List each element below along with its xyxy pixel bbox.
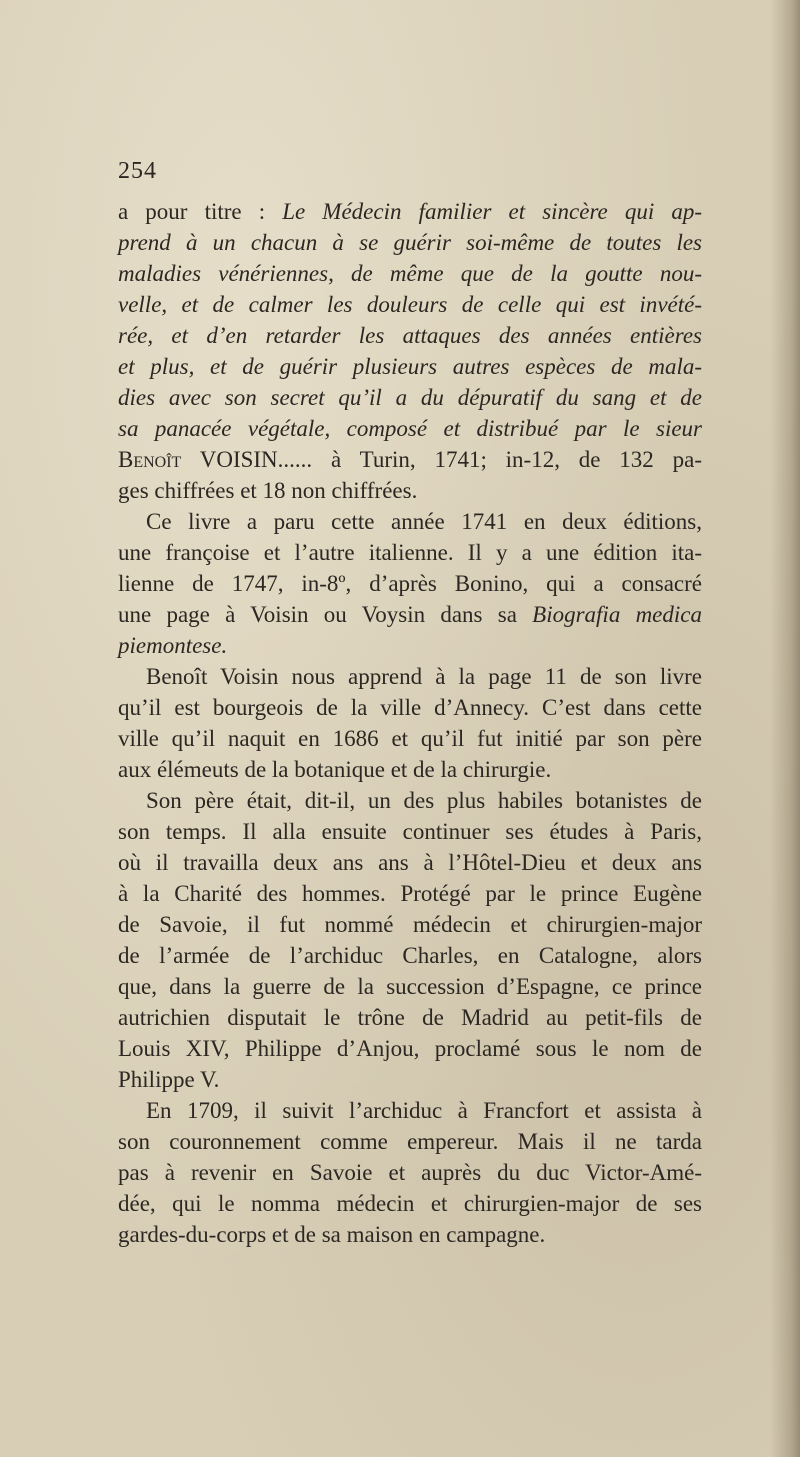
text-line <box>118 1095 702 1126</box>
body-text <box>118 196 702 1250</box>
page-edge-shadow <box>770 0 800 1457</box>
text-segment: qu’il est bourgeois de la ville d’Annecy. C’est dans cette <box>118 695 702 720</box>
text-segment: Ce livre a paru cette année 1741 en deux éditions, <box>146 509 702 534</box>
text-line <box>118 1219 702 1250</box>
text-line <box>118 599 702 630</box>
text-line <box>118 537 702 568</box>
italic-text: maladies vénériennes, de même que de la goutte nou- <box>118 261 702 286</box>
text-line <box>118 1188 702 1219</box>
text-segment: pas à revenir en Savoie et auprès du duc Victor-Amé- <box>118 1160 702 1185</box>
italic-text: Biografia medica <box>532 602 702 627</box>
text-segment: Son père était, dit-il, un des plus habiles botanistes de <box>146 788 702 813</box>
text-segment: dée, qui le nomma médecin et chirurgien-major de ses <box>118 1191 702 1216</box>
text-line <box>118 940 702 971</box>
text-segment: a pour titre : <box>118 199 283 224</box>
text-line <box>118 1157 702 1188</box>
small-caps-text: Benoît <box>118 447 182 472</box>
text-segment: son couronnement comme empereur. Mais il ne tarda <box>118 1129 702 1154</box>
text-segment: aux élémeuts de la botanique et de la chirurgie. <box>118 757 552 782</box>
text-line <box>118 816 702 847</box>
text-line <box>118 351 702 382</box>
italic-text: velle, et de calmer les douleurs de celle qui est invété- <box>118 292 702 317</box>
text-line <box>118 568 702 599</box>
text-line <box>118 723 702 754</box>
page-number: 254 <box>118 158 157 184</box>
text-line <box>118 692 702 723</box>
text-line <box>118 909 702 940</box>
text-line <box>118 1002 702 1033</box>
text-line <box>118 475 702 506</box>
text-line <box>118 320 702 351</box>
italic-text: Le Médecin familier et sincère qui ap- <box>282 199 703 224</box>
italic-text: piemontese. <box>118 633 228 658</box>
text-line <box>118 1064 702 1095</box>
italic-text: dies avec son secret qu’il a du dépuratif du sang et de <box>118 385 702 410</box>
text-segment: son temps. Il alla ensuite continuer ses études à Paris, <box>118 819 702 844</box>
italic-text: rée, et d’en retarder les attaques des années entières <box>118 323 702 348</box>
italic-text: prend à un chacun à se guérir soi-même de toutes les <box>118 230 702 255</box>
text-line <box>118 754 702 785</box>
text-line <box>118 1033 702 1064</box>
text-segment: autrichien disputait le trône de Madrid au petit-fils de <box>118 1005 702 1030</box>
text-line <box>118 196 702 227</box>
text-segment: que, dans la guerre de la succession d’Espagne, ce prince <box>118 974 702 999</box>
text-segment: Philippe V. <box>118 1067 220 1092</box>
text-line <box>118 785 702 816</box>
text-line <box>118 227 702 258</box>
text-segment: Louis XIV, Philippe d’Anjou, proclamé sous le nom de <box>118 1036 702 1061</box>
text-line <box>118 258 702 289</box>
text-segment: à la Charité des hommes. Protégé par le prince Eugène <box>118 881 702 906</box>
text-segment: de Savoie, il fut nommé médecin et chirurgien-major <box>118 912 702 937</box>
text-line <box>118 878 702 909</box>
text-line <box>118 382 702 413</box>
text-segment: une françoise et l’autre italienne. Il y a une édition ita- <box>118 540 702 565</box>
text-line <box>118 847 702 878</box>
italic-text: et plus, et de guérir plusieurs autres espèces de mala- <box>118 354 702 379</box>
text-line <box>118 971 702 1002</box>
text-segment: lienne de 1747, in-8º, d’après Bonino, qui a consacré <box>118 571 702 596</box>
text-line <box>118 661 702 692</box>
text-line <box>118 413 702 444</box>
text-segment: ges chiffrées et 18 non chiffrées. <box>118 478 418 503</box>
text-segment: une page à Voisin ou Voysin dans sa <box>118 602 533 627</box>
italic-text: sa panacée végétale, composé et distribué par le sieur <box>118 416 702 441</box>
text-segment: gardes-du-corps et de sa maison en campagne. <box>118 1222 546 1247</box>
text-segment: où il travailla deux ans ans à l’Hôtel-Dieu et deux ans <box>118 850 702 875</box>
text-segment: En 1709, il suivit l’archiduc à Francfort et assista à <box>146 1098 702 1123</box>
text-line <box>118 630 702 661</box>
text-line <box>118 444 702 475</box>
text-segment: de l’armée de l’archiduc Charles, en Catalogne, alors <box>118 943 702 968</box>
text-line <box>118 289 702 320</box>
text-segment: VOISIN...... à Turin, 1741; in-12, de 132 pa- <box>181 447 702 472</box>
text-line <box>118 506 702 537</box>
text-segment: ville qu’il naquit en 1686 et qu’il fut initié par son père <box>118 726 702 751</box>
text-segment: Benoît Voisin nous apprend à la page 11 de son livre <box>146 664 702 689</box>
text-line <box>118 1126 702 1157</box>
